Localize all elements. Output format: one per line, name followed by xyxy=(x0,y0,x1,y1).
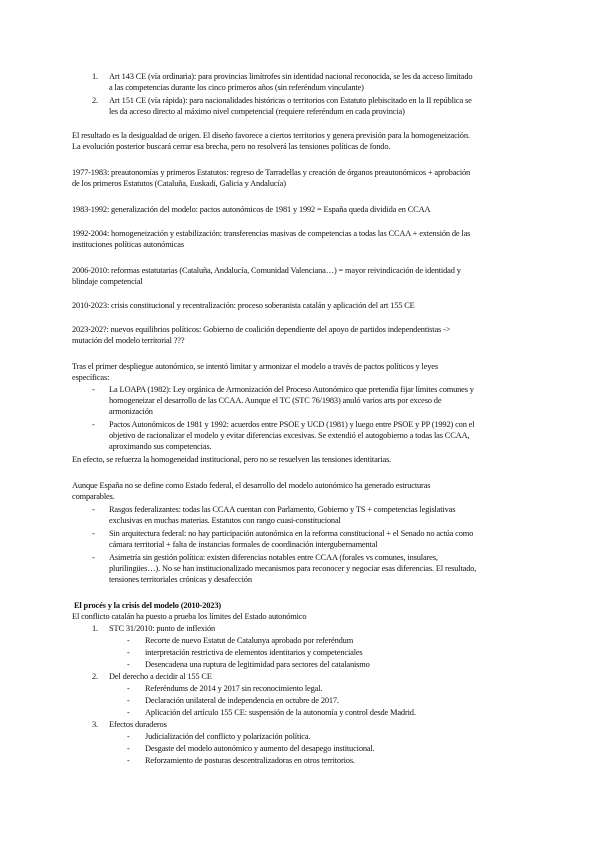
bullet-dash: - xyxy=(127,636,130,645)
bullet-line: Asimetría sin gestión política: existen diferencias notables entre CCAA (forales vs comunes, insulares, xyxy=(109,553,438,562)
group-title: Del derecho a decidir al 155 CE xyxy=(109,672,212,681)
bullet-line: objetivo de racionalizar el modelo y evitar diferencias excesivas. Se extendió el autogobierno a todas las CCAA, xyxy=(109,431,470,440)
list-number: 2. xyxy=(92,672,98,681)
list-item-line: Art 151 CE (vía rápida): para nacionalidades históricas o territorios con Estatuto plebiscitado en la II república se xyxy=(109,96,472,105)
bullet-dash: - xyxy=(92,553,95,562)
timeline-line: 2006-2010: reformas estatutarias (Cataluña, Andalucía, Comunidad Valenciana…) = mayor reivindicación de identidad y xyxy=(72,266,461,275)
timeline-line: 2010-2023: crisis constitucional y recentralización: proceso soberanista catalán y aplicación del art 155 CE xyxy=(72,301,415,310)
bullet-dash: - xyxy=(92,505,95,514)
bullet-line: homogeneizar el desarrollo de las CCAA. Aunque el TC (STC 76/1983) anuló varios arts por exceso de xyxy=(109,396,442,405)
sub-item: Judicialización del conflicto y polarización política. xyxy=(145,732,311,741)
section-intro: El conflicto catalán ha puesto a prueba los límites del Estado autonómico xyxy=(72,612,307,621)
bullet-dash: - xyxy=(127,744,130,753)
timeline-line: 1983-1992: generalización del modelo: pactos autonómicos de 1981 y 1992 = España queda dividida en CCAA xyxy=(72,205,431,214)
sub-item: Desgaste del modelo autonómico y aumento del desapego institucional. xyxy=(145,744,375,753)
bullet-dash: - xyxy=(127,648,130,657)
timeline-line: instituciones políticas autonómicas xyxy=(72,240,184,249)
bullet-dash: - xyxy=(127,708,130,717)
bullet-line: exclusivas en muchas materias. Estatutos con rango cuasi-constitucional xyxy=(109,516,341,525)
group-title: STC 31/2010: punto de inflexión xyxy=(109,624,216,633)
group-title: Efectos duraderos xyxy=(109,720,167,729)
bullet-line: Rasgos federalizantes: todas las CCAA cuentan con Parlamento, Gobierno y TS + competencias legislativas xyxy=(109,505,456,514)
list-number: 1. xyxy=(92,72,98,81)
timeline-line: mutación del modelo territorial ??? xyxy=(72,336,185,345)
list-number: 2. xyxy=(92,96,98,105)
list-number: 1. xyxy=(92,624,98,633)
sub-item: Desencadena una ruptura de legitimidad para sectores del catalanismo xyxy=(145,660,370,669)
timeline-line: 1977-1983: preautonomías y primeros Estatutos: regreso de Tarradellas y creación de órganos preautonómicos + aprobación xyxy=(72,168,471,177)
bullet-line: La LOAPA (1982): Ley orgánica de Armonización del Proceso Autonómico que pretendía fijar límites comunes y xyxy=(109,385,474,394)
bullet-dash: - xyxy=(127,732,130,741)
list-item-line: a las competencias durante los cinco primeros años (sin referéndum vinculante) xyxy=(109,83,364,92)
bullet-dash: - xyxy=(92,385,95,394)
sub-item: Recorte de nuevo Estatut de Catalunya aprobado por referéndum xyxy=(145,636,354,645)
section-intro: específicas: xyxy=(72,373,110,382)
list-item-line: les da acceso directo al máximo nivel competencial (requiere referéndum en cada provincia) xyxy=(109,107,405,116)
bullet-dash: - xyxy=(127,696,130,705)
bullet-dash: - xyxy=(127,660,130,669)
timeline-line: 2023-202?: nuevos equilibrios políticos: Gobierno de coalición dependiente del apoyo de partidos independentistas -> xyxy=(72,325,451,334)
timeline-line: de los primeros Estatutos (Cataluña, Euskadi, Galicia y Andalucía) xyxy=(72,179,286,188)
bullet-line: armonización xyxy=(109,407,153,416)
bullet-line: aproximando sus competencias. xyxy=(109,442,212,451)
paragraph-line: El resultado es la desigualdad de origen. El diseño favorece a ciertos territorios y genera previsión para la homogeneización. xyxy=(72,131,470,140)
sub-item: Aplicación del artículo 155 CE: suspensión de la autonomía y control desde Madrid. xyxy=(145,708,416,717)
sub-item: Reforzamiento de posturas descentralizadoras en otros territorios. xyxy=(145,756,355,765)
section-closing: En efecto, se refuerza la homogeneidad institucional, pero no se resuelven las tensiones identitarias. xyxy=(72,455,392,464)
bullet-dash: - xyxy=(92,420,95,429)
sub-item: Referéndums de 2014 y 2017 sin reconocimiento legal. xyxy=(145,684,323,693)
section-heading: El procés y la crisis del modelo (2010-2023) xyxy=(74,601,222,610)
section-intro: Tras el primer despliegue autonómico, se intentó limitar y armonizar el modelo a través de pactos políticos y leyes xyxy=(72,362,438,371)
bullet-line: Sin arquitectura federal: no hay participación autonómica en la reforma constitucional + el Senado no actúa como xyxy=(109,529,474,538)
timeline-line: 1992-2004: homogeneización y estabilización: transferencias masivas de competencias a todas las CCAA + extensión de las xyxy=(72,229,471,238)
timeline-line: blindaje competencial xyxy=(72,277,143,286)
bullet-line: plurilingües…). No se han institucionalizado mecanismos para reconocer y negociar esas diferencias. El resultado, xyxy=(109,564,477,573)
bullet-dash: - xyxy=(92,529,95,538)
section-intro: comparables. xyxy=(72,492,115,501)
bullet-dash: - xyxy=(127,684,130,693)
bullet-dash: - xyxy=(127,756,130,765)
bullet-line: cámara territorial + falta de instancias formales de coordinación intergubernamental xyxy=(109,540,378,549)
sub-item: interpretación restrictiva de elementos identitarios y competenciales xyxy=(145,648,363,657)
list-item-line: Art 143 CE (vía ordinaria): para provincias limítrofes sin identidad nacional reconocida, se les da acceso limitado xyxy=(109,72,473,81)
sub-item: Declaración unilateral de independencia en octubre de 2017. xyxy=(145,696,339,705)
bullet-line: Pactos Autonómicos de 1981 y 1992: acuerdos entre PSOE y UCD (1981) y luego entre PSOE y PP (1992) con el xyxy=(109,420,475,429)
bullet-line: tensiones territoriales crónicas y desafección xyxy=(109,575,252,584)
list-number: 3. xyxy=(92,720,98,729)
paragraph-line: La evolución posterior buscará cerrar esa brecha, pero no resolverá las tensiones políticas de fondo. xyxy=(72,142,391,151)
section-intro: Aunque España no se define como Estado federal, el desarrollo del modelo autonómico ha generado estructuras xyxy=(72,481,431,490)
